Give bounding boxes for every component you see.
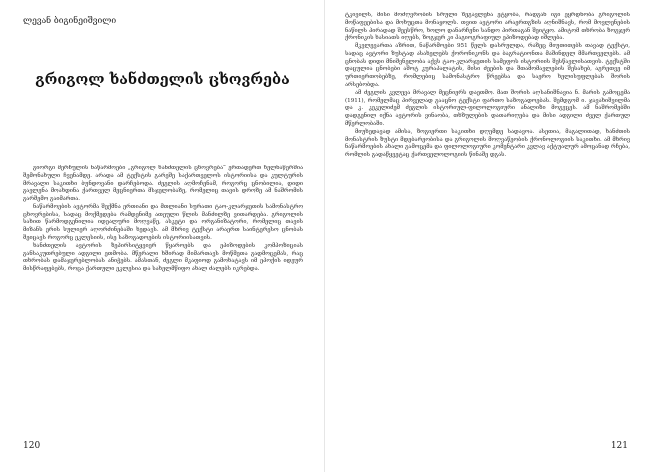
page-number-left: 120 (23, 441, 41, 451)
body-paragraph: ამ ძეგლის კვლევა მრავალ მეცნიერს დაეთმო. მათ შორის აღსანიშნავია ნ. მარის გამოცემა (1911), რომელმაც პირველად გააცნო ტექსტი ფართო საზოგადოებას. შემდგომ ი. ჯავახიშვილმა და კ. კეკელიძემ ძეგლის ისტორიულ-ფილოლოგიური ანალიზი მოგვცეს. ამ ნაშრომებში დადგენილ იქნა ავტორის ვინაობა, თხზულების დათარიღება და მისი ადგილი ძველ ქართულ მწერლობაში. (345, 89, 630, 127)
page-number-right: 121 (610, 441, 628, 451)
body-paragraph: მიუხედავად ამისა, ზოგიერთი საკითხი დღემდე სადავოა. ასეთია, მაგალითად, ხანძთის მონასტრის ზუსტი მდებარეობისა და გრიგოლის მოღვაწეობის ქრონოლოგიის საკითხი. ამ მხრივ ნაწარმოების ახალი გამოცემა და ფილოლოგიური კომენტარი კვლავ აქტუალურ ამოცანად რჩება, რომლის გადაწყვეტაც ქართველოლოგიის წინაშე დგას. (345, 128, 630, 159)
right-page (325, 0, 650, 472)
right-page-body (345, 12, 630, 160)
body-paragraph: მკვლევართა აზრით, ნაწარმოები 951 წელს დასრულდა, რაზეც მიუთითებს თავად ტექსტი, სადაც ავტორი ზუსტად ასახელებს ქორონიკონს და ბაგრატიონთა მაშინდელ მმართველებს. ამ ცნობას დიდი მნიშვნელობა აქვს ტაო-კლარჯეთის სამეფოს ისტორიის შესწავლისათვის. ტექსტში დაცულია ცნობები აშოტ კურაპალატის, მისი ძეების და შთამომავლების შესახებ, აგრეთვე იმ ურთიერთობებზე, რომლებიც სამონასტრო წრეებსა და საერო ხელისუფლებას შორის არსებობდა. (345, 43, 630, 89)
body-paragraph: გიორგი მერჩულის ნაწარმოები „გრიგოლ ხანძთელის ცხოვრება“ ერთადერთ ხელნაწერშია შემონახული ჩვენამდე. არადა ამ ტექსტის გარეშე საქართველოს ისტორიისა და კულტურის მრავალი საკითხი ბუნდოვანი დარჩებოდა. ძეგლის აღმოჩენამ, როგორც ცნობილია, დიდი გავლენა მოახდინა ქართველ მეცნიერთა მსჯელობაზე, რომელიც თავის დროზე ამ ნაშრომის გარშემო გაიმართა. (23, 165, 303, 203)
body-paragraph: ხანძთელის ავტორის ზეპირსიტყვიერ წყაროებს და ეპიზოდების კომპოზიციას განსაკუთრებული ადგილი ეთმობა. მწერალი ხშირად მიმართავს მოწმეთა გადმოცემას, რაც თხრობას დამაჯერებლობას ანიჭებს. ამასთან, ძეგლი მკაფიოდ გამოხატავს იმ ეპოქის იდეურ მისწრაფებებს, როცა ქართული ეკლესია და სახელმწიფო ახალ ძალებს იკრებდა. (23, 242, 303, 273)
body-paragraph: ტკივილს, მისი მოძღვრობის სრული ზეგავლენა ეტყობა, რადგან იგი ეყრდნობა გრიგოლის მოწაფეებისა და მოხუცთა მონაყოლს. თვით ავტორი არაერთგზის აღნიშნავს, რომ მოვლენების ნაწილს პირადად შეესწრო, ხოლო დანარჩენი სანდო პირთაგან შეიტყო. ამიტომ თხრობა ზოგჯერ ქრონიკის ხასიათს იღებს, ზოგჯერ კი ჰაგიოგრაფიულ ეპიზოდებად იშლება. (345, 12, 630, 42)
body-paragraph: ნაწარმოების ავტორმა შექმნა ერთიანი და მთლიანი სურათი ტაო-კლარჯეთის სამონასტრო ცხოვრებისა, სადაც მოქმედება რამდენიმე ათეული წლის მანძილზე ვითარდება. გრიგოლის სახით წარმოდგენილია იდეალური მოღვაწე, ასკეტი და ორგანიზატორი, რომელიც თავის მიზანს ერის სულიერ აღორძინებაში ხედავს. ამ მხრივ ტექსტი არაერთ საინტერესო ცნობას შეიცავს როგორც ეკლესიის, ისე საზოგადოების ისტორიისათვის. (23, 203, 303, 242)
left-page-body (23, 165, 303, 274)
chapter-title: გრიგოლ ხანძთელის ცხოვრება (35, 71, 290, 88)
running-head-author: ლევან ბიგინეიშვილი (23, 16, 117, 26)
